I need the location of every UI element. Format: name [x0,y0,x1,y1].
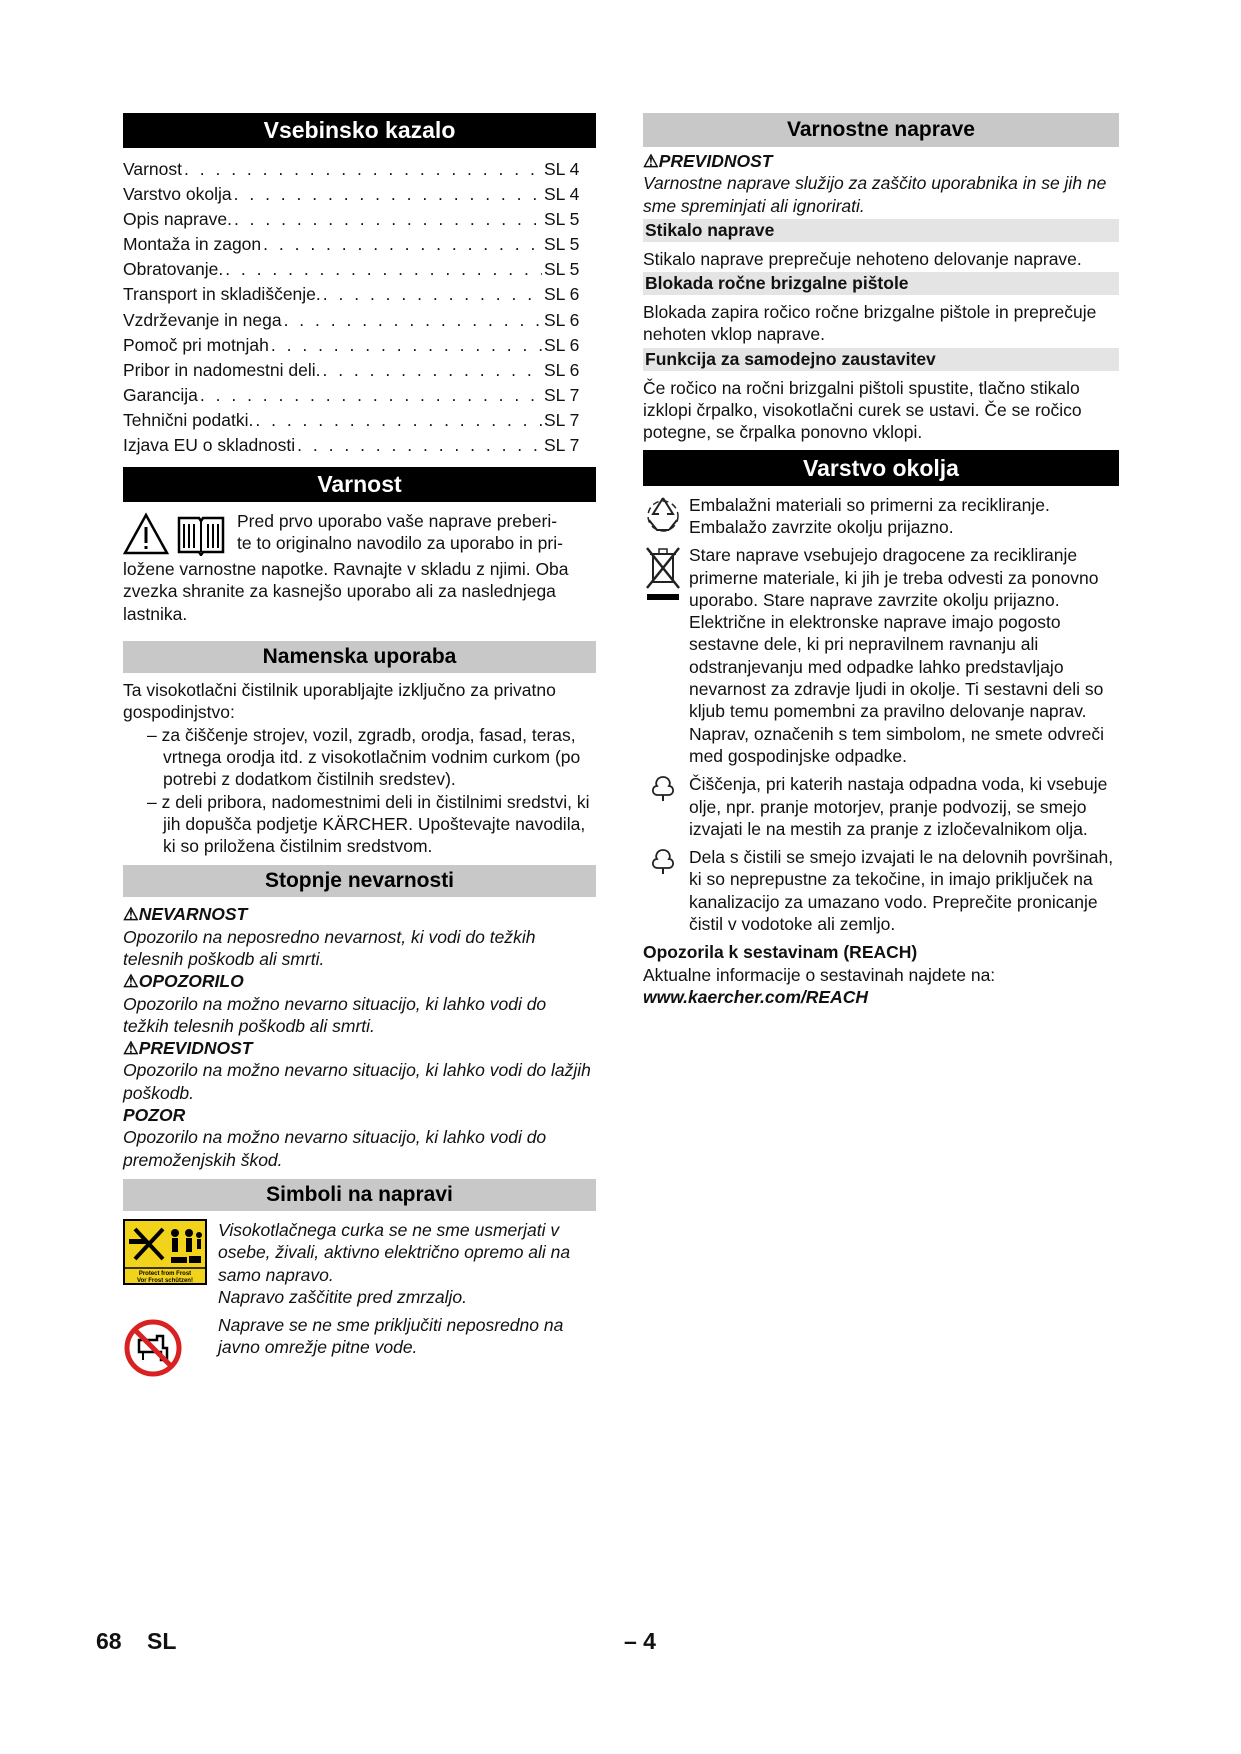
toc-label: Varstvo okolja [123,184,232,205]
varnost-text-line1: Pred prvo uporabo vaše naprave preberi- [237,511,558,532]
toc-leader [225,257,542,282]
toc-row[interactable] [123,282,596,307]
read-manual-icon [175,512,227,558]
toc-page: SL 5 [544,209,580,230]
toc-heading: Vsebinsko kazalo [123,113,596,148]
toc-label: Transport in skladiščenje. [123,284,321,305]
toc-label: Varnost [123,159,183,179]
page-sequence: – 4 [624,1628,656,1654]
no-drinking-water-connection-icon [123,1318,183,1378]
varnost-heading: Varnost [123,467,596,502]
warning-triangle-icon [123,512,169,558]
symbol-text: Napravo zaščitite pred zmrzaljo. [218,1286,467,1307]
blokada-text: Blokada zapira ročico ročne brizgalne pištole in preprečuje nehoten vklop naprave. [643,302,1097,345]
hazard-level-text: Opozorilo na možno nevarno situacijo, ki lahko vodi do premoženjskih škod. [123,1127,547,1170]
weee-text: Stare naprave vsebujejo dragocene za recikliranje primerne materiale, ki jih je treba odvesti za ponovno uporabo. Stare naprave zavrzite okolju prijazno. [689,545,1099,610]
toc-leader [271,333,542,358]
stikalo-text: Stikalo naprave preprečuje nehoteno delovanje naprave. [643,248,1082,269]
blokada-heading: Blokada ročne brizgalne pištole [643,272,1119,295]
toc-page: SL 7 [544,435,580,456]
table-of-contents [123,157,596,458]
toc-row[interactable] [123,433,596,458]
varnostne-naprave-section [643,150,1119,444]
warning-small-icon: ⚠ [643,151,659,171]
toc-page: SL 6 [544,359,580,380]
toc-page: SL 6 [544,334,580,355]
symbol-text: Visokotlačnega curka se ne sme usmerjati v osebe, živali, aktivno električno opremo ali na samo napravo. [218,1219,571,1285]
recycle-icon [643,494,683,534]
environment-icon [643,846,683,876]
varstvo-okolja-heading: Varstvo okolja [643,450,1119,486]
warning-small-icon: ⚠ [123,1038,139,1059]
hazard-level-label: ⚠PREVIDNOST [123,1038,253,1059]
namenska-bullet: – za čiščenje strojev, vozil, zgradb, orodja, fasad, teras, vrtnega orodja itd. z visokotlačnim vodnim curkom (po potrebi z dodatkom čistilnih sredstev). [147,724,581,790]
varnost-text-line2: te to originalno navodilo za uporabo in pri- [237,533,563,554]
toc-row[interactable] [123,157,596,182]
reach-text: Aktualne informacije o sestavinah najdete na: [643,964,996,985]
toc-page: SL 6 [544,309,580,330]
toc-leader [284,308,542,333]
hazard-level-label: POZOR [123,1105,186,1126]
caution-text: Varnostne naprave služijo za zaščito uporabnika in se jih ne sme spreminjati ali ignorirati. [643,173,1107,216]
toc-label: Garancija [123,384,198,405]
toc-label: Pribor in nadomestni deli. [123,359,321,380]
toc-label: Montaža in zagon [123,234,262,255]
toc-row[interactable] [123,358,596,383]
toc-leader [234,182,542,207]
no-spray-warning-icon [123,1219,207,1285]
namenska-intro: Ta visokotlačni čistilnik uporabljajte izključno za privatno gospodinjstvo: [123,680,556,723]
toc-label: Vzdrževanje in nega [123,309,282,330]
toc-label: Opis naprave. [123,209,232,230]
stopnje-heading: Stopnje nevarnosti [123,865,596,897]
warning-small-icon: ⚠ [123,971,139,992]
warning-small-icon: ⚠ [123,904,139,925]
toc-row[interactable] [123,333,596,358]
toc-page: SL 5 [544,234,580,255]
toc-leader [263,232,542,257]
simboli-heading: Simboli na napravi [123,1179,596,1211]
hazard-level-text: Opozorilo na možno nevarno situacijo, ki lahko vodi do težkih telesnih poškodb ali smrti. [123,993,547,1036]
toc-row[interactable] [123,207,596,232]
hazard-level-label: ⚠NEVARNOST [123,904,248,925]
toc-row[interactable] [123,257,596,282]
varnost-intro [123,510,596,625]
sign-text: Vor Frost schützen! [137,1277,193,1284]
toc-label: Tehnični podatki. [123,409,254,430]
toc-row[interactable] [123,182,596,207]
toc-label: Obratovanje. [123,259,224,280]
weee-text-detail: Električne in elektronske naprave imajo pogosto sestavne dele, ki pri nepravilnem ravnanju ali odstranjevanju med odpadke lahko predstavljajo nevarnost za zdravje ljudi in okolje. Ti sestavni deli so kljub temu pomembni za pravilno delovanje naprav. Naprav, označenih s tem simbolom, ne smete odvreči med gospodinjske odpadke. [689,612,1104,766]
namenska-heading: Namenska uporaba [123,641,596,673]
toc-row[interactable] [123,383,596,408]
namenska-bullet: – z deli pribora, nadomestnimi deli in čistilnimi sredstvi, ki jih dopušča podjetje KÄRCHER. Upoštevajte navodila, ki so priložena čistilnim sredstvom. [147,791,590,857]
toc-page: SL 7 [544,409,580,430]
oil-text: Čiščenja, pri katerih nastaja odpadna voda, ki vsebuje olje, npr. pranje motorjev, pranje podvozij, se smejo izvajati le na mestih za pranje z izločevalnikom olja. [689,774,1108,839]
toc-leader [255,408,542,433]
language-code: SL [147,1628,177,1654]
hazard-level-text: Opozorilo na možno nevarno situacijo, ki lahko vodi do lažjih poškodb. [123,1060,591,1103]
toc-page: SL 4 [544,184,580,205]
funkcija-text: Če ročico na ročni brizgalni pištoli spustite, tlačno stikalo izklopi črpalko, visokotlačni curek se ustavi. Če se ročico potegne, se črpalka ponovno vklopi. [643,377,1082,443]
hazard-level-label: ⚠OPOZORILO [123,971,244,992]
toc-page: SL 5 [544,259,580,280]
sign-text: Protect from Frost [138,1270,192,1277]
toc-leader [200,383,542,408]
varnost-text: ložene varnostne napotke. Ravnajte v skladu z njimi. Oba zvezka shranite za kasnejšo uporabo ali za naslednjega lastnika. [123,559,569,624]
right-column [643,113,1119,1008]
toc-row[interactable] [123,308,596,333]
funkcija-heading: Funkcija za samodejno zaustavitev [643,348,1119,371]
stikalo-heading: Stikalo naprave [643,219,1119,242]
toc-leader [234,207,542,232]
reach-link[interactable]: www.kaercher.com/REACH [643,986,868,1007]
toc-row[interactable] [123,408,596,433]
left-column [123,113,596,1384]
varnostne-naprave-heading: Varnostne naprave [643,113,1119,147]
varstvo-okolja-section [643,494,1119,1009]
toc-page: SL 6 [544,284,580,305]
recycle-text: Embalažni materiali so primerni za recikliranje. Embalažo zavrzite okolju prijazno. [689,494,1050,537]
hazard-level-text: Opozorilo na neposredno nevarnost, ki vodi do težkih telesnih poškodb ali smrti. [123,926,536,969]
reach-heading: Opozorila k sestavinam (REACH) [643,942,918,963]
crossed-bin-icon [643,544,683,604]
stopnje-section [123,903,596,1171]
symbol-text: Naprave se ne sme priključiti neposredno na javno omrežje pitne vode. [218,1315,564,1358]
toc-leader [323,282,542,307]
environment-icon [643,773,683,803]
toc-leader [297,433,542,458]
cleaning-agents-text: Dela s čistili se smejo izvajati le na delovnih površinah, ki so neprepustne za tekočine, in imajo priključek na kanalizacijo za umazano vodo. Preprečite pronicanje čistil v vodotoke ali zemljo. [689,847,1114,935]
namenska-section [123,679,596,857]
toc-row[interactable] [123,232,596,257]
simboli-section [123,1219,596,1378]
toc-page: SL 4 [544,159,580,179]
toc-page: SL 7 [544,384,580,405]
toc-label: Izjava EU o skladnosti [123,435,296,456]
toc-leader [184,157,542,182]
caution-label: ⚠PREVIDNOST [643,151,773,171]
toc-label: Pomoč pri motnjah [123,334,269,355]
toc-leader [322,358,542,383]
page-number: 68 [96,1628,122,1654]
